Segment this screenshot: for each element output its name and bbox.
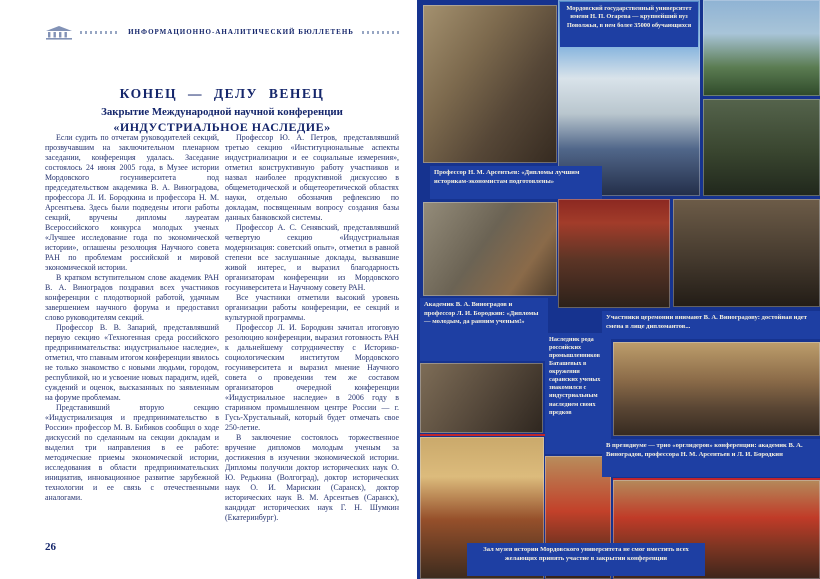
red-divider xyxy=(613,478,820,480)
article-title-line3: «ИНДУСТРИАЛЬНОЕ НАСЛЕДИЕ» xyxy=(113,120,331,134)
caption-vinogradov-borodkin: Академик В. А. Виноградов и профессор Л. И. Бородкин: «Дипломы — молодым, да ранним ученым!» xyxy=(420,298,548,361)
photo-diploma-presentation xyxy=(423,202,557,296)
caption-batashev-heir: Наследник рода российских промышленников Баташевых в окружении саранских ученых знакомился с индустриальным наследием своих предков xyxy=(545,333,611,454)
dotted-rule-left xyxy=(80,31,120,34)
caption-museum-hall: Зал музея истории Мордовского университета не смог вместить всех желающих принять участие в закрытии конференции xyxy=(467,543,705,576)
article-title-line1: КОНЕЦ — ДЕЛУ ВЕНЕЦ xyxy=(119,86,325,101)
paragraph: В заключение состоялось торжественное вручение дипломов молодым ученым за достижения в изучении экономической истории. Дипломы получили доктор исторических наук О. Ю. Редькина (Волгоград), доктор исторических наук О. И. Марискин (Саранск), доктор исторических наук В. М. Арсентьев (Саранск), кандидат исторических наук Г. Н. Шумкин (Екатеринбург). xyxy=(225,433,399,522)
bulletin-header xyxy=(44,24,402,40)
photo-diploma-ceremony xyxy=(423,5,557,163)
paragraph: Профессор Л. И. Бородкин зачитал итоговую резолюцию конференции, выразил готовность РАН к дальнейшему сотрудничеству с Историко-социологическим институтом Мордовского госуниверситета и выразил мнение Научного совета о проведении тем же составом организаторов очередной конференции «Индустриальное наследие» в 2006 году в старинном промышленном центре России — г. Гусь-Хрустальный, который будет отмечать свое 250-летие. xyxy=(225,323,399,432)
page-number: 26 xyxy=(45,541,56,553)
photo-campus-trees xyxy=(703,0,820,96)
caption-presidium: В президиуме — трио «орглидеров» конференции: академик В. А. Виноградов, профессора Н. М. Арсентьев и Л. И. Бородкин xyxy=(602,439,820,477)
paragraph: Если судить по отчетам руководителей секций, прозвучавшим на заключительном пленарном заседании, конференция удалась. Заседание состоялось 24 июня 2005 года, в Музее истории Мордовского госуниверситета под председательством академика В. А. Виноградова, профессора Л. И. Бородкина и профессора Н. М. Арсентьева. Здесь были подведены итоги работы секций, вручены дипломы лауреатам Всероссийского конкурса молодых ученых «Лучшее исследование года по экономической истории», оглашены резолюция Научного совета РАН по проблемам российской и мировой экономической истории. xyxy=(45,133,219,272)
right-page-photo-collage xyxy=(417,0,820,579)
photo-audience-rear xyxy=(673,199,820,307)
photo-delegates-group xyxy=(703,99,820,196)
article-title-line2: Закрытие Международной научной конференции xyxy=(101,106,343,118)
paragraph: Профессор А. С. Сенявский, представлявший четвертую секцию «Индустриальная модернизация: советский опыт», отметил в равной степени все заслушанные доклады, вызвавшие живой интерес, и выразил благодарность организаторам конференции из Мордовского госуниверситета и Научному совету РАН. xyxy=(225,223,399,292)
paragraph: Профессор В. В. Запарий, представлявший первую секцию «Техногенная среда российского предпринимательства: индустриальное наследие», отметил, что главным итогом конференции явилось не только знакомство с новыми людьми, городом, республикой, но и усвоение новых парадигм, идей, суждений и оценок, высказанных по заявленным на форуме проблемам. xyxy=(45,323,219,402)
bulletin-title: ИНФОРМАЦИОННО-АНАЛИТИЧЕСКИЙ БЮЛЛЕТЕНЬ xyxy=(128,28,354,36)
article-column-1 xyxy=(45,133,219,503)
paragraph: Представивший вторую секцию «Индустриализация и предпринимательство в России» профессор М. В. Бибиков сообщил о ходе дискуссий по сделанным на секции докладам и выделил три направления в ее работе: методические приемы экономической истории, исследования в области предпринимательских инициатив, инновационное развитие зарубежной технологии и ее связь с отечественными аналогами. xyxy=(45,403,219,502)
paragraph: Все участники отметили высокий уровень организации работы конференции, ее секций и культурной программы. xyxy=(225,293,399,322)
photo-award-winners xyxy=(558,199,670,308)
bulletin-logo-icon xyxy=(44,25,74,40)
paragraph: Профессор Ю. А. Петров, представлявший третью секцию «Институциональные аспекты индустриализации и ее социальные измерения», отметил конструктивную работу участников и назвал наиболее продуктивной дискуссию в общеметодической и общетеоретической областях науки, отдельно обозначив рефлексию по докладам, посвященным вопросу создания базы данных банковской системы. xyxy=(225,133,399,222)
paragraph: В кратком вступительном слове академик РАН В. А. Виноградов поздравил всех участников конференции с плодотворной работой, удачным завершением научного форума и предоставил слово руководителям секций. xyxy=(45,273,219,322)
article-title xyxy=(44,86,400,135)
caption-arsentev: Профессор Н. М. Арсентьев: «Дипломы лучшим историкам-экономистам подготовлены» xyxy=(430,166,602,199)
photo-audience-listeners xyxy=(420,363,543,433)
photo-presidium-audience xyxy=(613,342,820,436)
caption-university: Мордовский государственный университет имени Н. П. Огарева — крупнейший вуз Поволжья, в нем более 35000 обучающихся xyxy=(560,2,698,47)
caption-ceremony-participants: Участники церемонии внимают В. А. Виноградову: достойная идет смена в лице дипломантов... xyxy=(602,311,820,339)
dotted-rule-right xyxy=(362,31,402,34)
article-column-2 xyxy=(225,133,399,523)
